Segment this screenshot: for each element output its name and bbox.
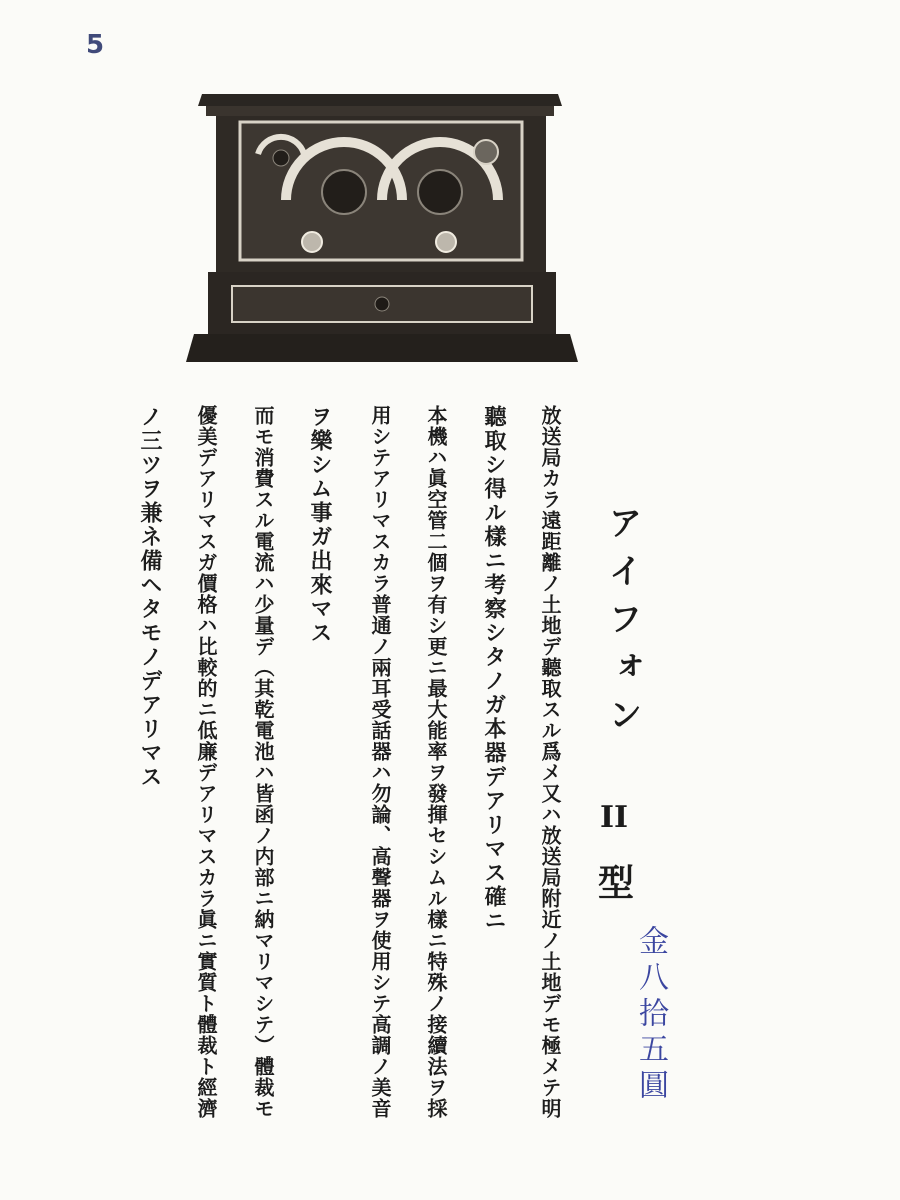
cabinet-base [186,334,578,362]
body-line-8: ノ三ツヲ兼ネ備ヘタモノデアリマス [137,405,163,789]
model-type-character: 型 [598,863,635,904]
drawer-knob [375,297,389,311]
price-stamp: 金八拾五圓 [633,925,668,1105]
body-line-5: ヲ樂シム事ガ出來マス [307,405,333,645]
body-line-6: 而モ消費スル電流ハ少量デ（其乾電池ハ皆函ノ内部ニ納マリマシテ）體裁モ [251,405,275,1119]
body-line-7: 優美デアリマスガ價格ハ比較的ニ低廉デアリマスカラ眞ニ實質ト體裁ト經濟 [194,405,218,1119]
knob-lower-left [302,232,322,252]
cabinet-top [198,94,562,106]
meter-knob [273,150,289,166]
body-line-3: 本機ハ眞空管二個ヲ有シ更ニ最大能率ヲ發揮セシムル樣ニ特殊ノ接續法ヲ採 [424,405,448,1119]
product-title: アイフォン [602,505,642,745]
knob-right [418,170,462,214]
knob-lower-right [436,232,456,252]
body-line-2: 聽取シ得ル樣ニ考察シタノガ本器デアリマス確ニ [481,405,507,933]
radio-photo [186,88,578,364]
knob-top-right [474,140,498,164]
cabinet-top-band [206,106,554,116]
knob-left [322,170,366,214]
body-line-1: 放送局カラ遠距離ノ土地デ聽取スル爲メ又ハ放送局附近ノ土地デモ極メテ明 [538,405,562,1119]
model-number: II [600,800,629,835]
page-number: 5 [86,30,105,60]
body-line-4: 用シテアリマスカラ普通ノ兩耳受話器ハ勿論、高聲器ヲ使用シテ高調ノ美音 [368,405,392,1119]
